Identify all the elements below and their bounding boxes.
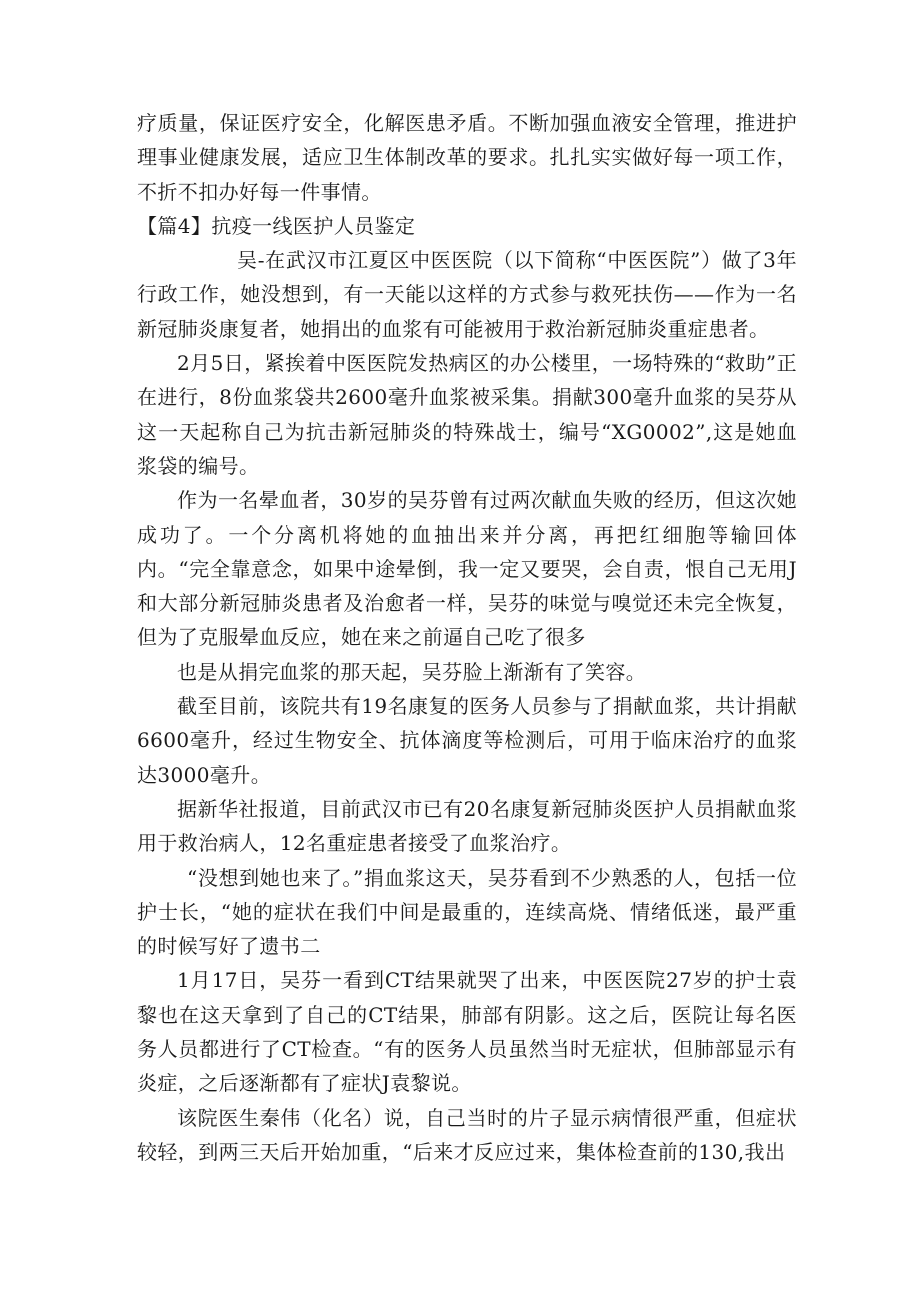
document-page <box>137 106 797 1169</box>
section-heading: 【篇4】抗疫一线医护人员鉴定 <box>137 213 416 238</box>
paragraph-7: “没想到她也来了。”捐血浆这天，吴芬看到不少熟悉的人，包括一位护士长，“她的症状在我们中间是最重的，连续高烧、情绪低迷，最严重的时候写好了遗书二 <box>137 865 797 959</box>
paragraph-9: 该院医生秦伟（化名）说，自己当时的片子显示病情很严重，但症状较轻，到两三天后开始加重，“后来才反应过来，集体检查前的130,我出 <box>137 1105 797 1164</box>
paragraph-8: 1月17日，吴芬一看到CT结果就哭了出来，中医医院27岁的护士袁黎也在这天拿到了自己的CT结果，肺部有阴影。这之后，医院让每名医务人员都进行了CT检查。“有的医务人员虽然当时无症状，但肺部显示有炎症，之后逐渐都有了症状J袁黎说。 <box>137 968 797 1096</box>
paragraph-intro: 疗质量，保证医疗安全，化解医患矛盾。不断加强血液安全管理，推进护理事业健康发展，适应卫生体制改革的要求。扎扎实实做好每一项工作，不折不扣办好每一件事情。 <box>137 111 797 204</box>
paragraph-3: 作为一名晕血者，30岁的吴芬曾有过两次献血失败的经历，但这次她成功了。一个分离机将她的血抽出来并分离，再把红细胞等输回体内。“完全靠意念，如果中途晕倒，我一定又要哭，会自责，恨自己无用J和大部分新冠肺炎患者及治愈者一样，吴芬的味觉与嗅觉还未完全恢复，但为了克服晕血反应，她在来之前逼自己吃了很多 <box>137 488 797 650</box>
paragraph-5: 截至目前，该院共有19名康复的医务人员参与了捐献血浆，共计捐献6600毫升，经过生物安全、抗体滴度等检测后，可用于临床治疗的血浆达3000毫升。 <box>137 694 797 787</box>
paragraph-4: 也是从捐完血浆的那天起，吴芬脸上渐渐有了笑容。 <box>177 659 647 684</box>
paragraph-6: 据新华社报道，目前武汉市已有20名康复新冠肺炎医护人员捐献血浆用于救治病人，12名重症患者接受了血浆治疗。 <box>137 796 797 856</box>
paragraph-1: 吴-在武汉市江夏区中医医院（以下简称“中医医院”）做了3年行政工作，她没想到，有一天能以这样的方式参与救死扶伤——作为一名新冠肺炎康复者，她捐出的血浆有可能被用于救治新冠肺炎重症患者。 <box>137 248 797 341</box>
paragraph-2: 2月5日，紧挨着中医医院发热病区的办公楼里，一场特殊的“救助”正在进行，8份血浆袋共2600毫升血浆被采集。捐献300毫升血浆的吴芬从这一天起称自己为抗击新冠肺炎的特殊战士，编号“XG0002”,这是她血浆袋的编号。 <box>137 351 797 478</box>
